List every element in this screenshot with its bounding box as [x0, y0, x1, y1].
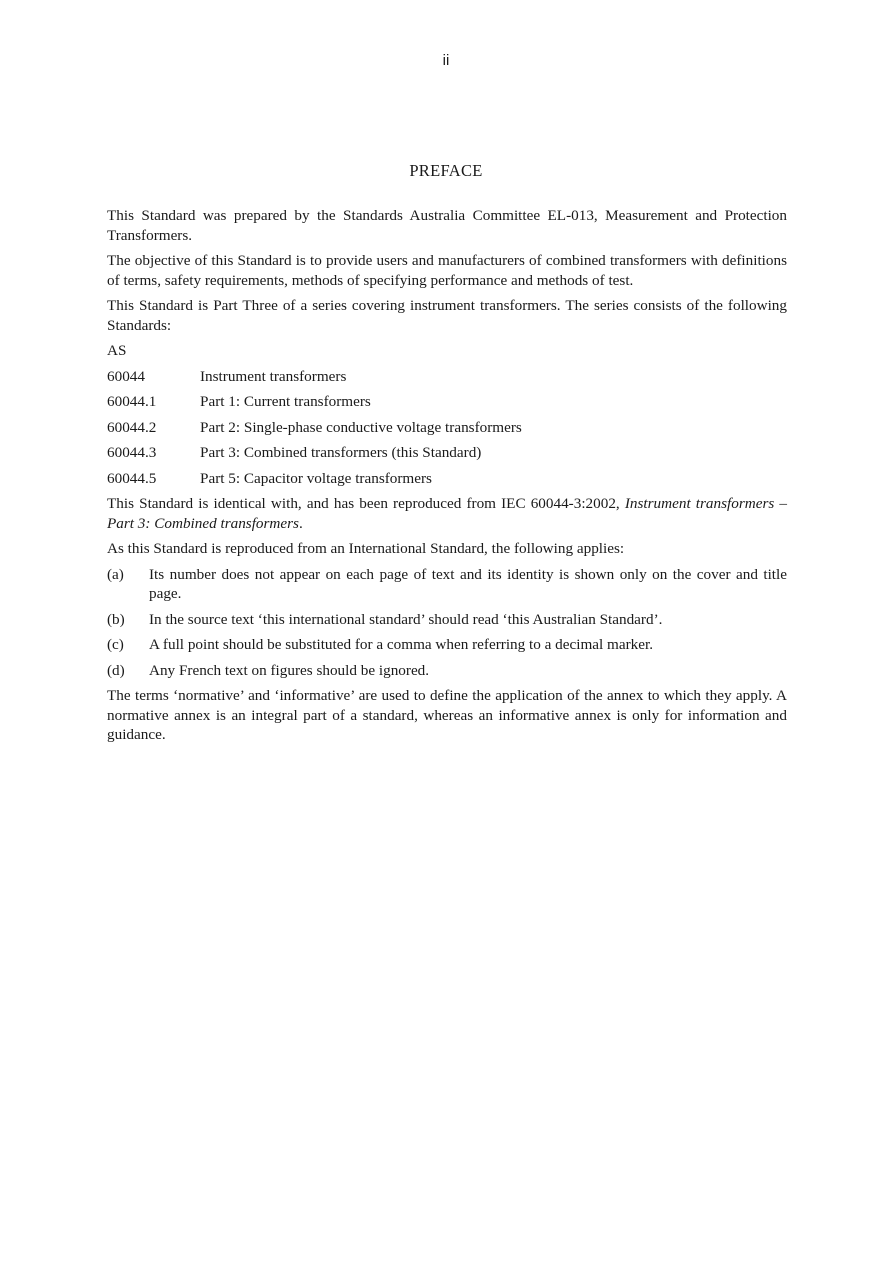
list-item — [107, 610, 787, 630]
standards-row — [107, 469, 787, 489]
standard-code: 60044.3 — [107, 444, 157, 461]
list-text: In the source text ‘this international standard’ should read ‘this Australian Standard’. — [149, 610, 663, 628]
conditions-list — [107, 565, 787, 681]
paragraph-objective: The objective of this Standard is to provide users and manufacturers of combined transformers with definitions of terms, safety requirements, methods of specifying performance and methods of test. — [107, 252, 787, 289]
section-heading: PREFACE — [409, 161, 483, 180]
paragraph-applies: As this Standard is reproduced from an International Standard, the following applies: — [107, 540, 625, 557]
standard-code: 60044.1 — [107, 393, 157, 410]
list-marker: (a) — [107, 565, 124, 583]
standards-row — [107, 418, 787, 438]
standards-row — [107, 367, 787, 387]
paragraph-identical — [107, 494, 787, 533]
page-number: ii — [442, 52, 450, 69]
identical-text: This Standard is identical with, and has been reproduced from IEC 60044-3:2002, — [107, 495, 625, 512]
standard-title: Instrument transformers — [200, 367, 347, 385]
list-item — [107, 661, 787, 681]
standard-title: Part 2: Single-phase conductive voltage transformers — [200, 418, 522, 436]
standard-code: 60044.5 — [107, 469, 157, 487]
standard-title: Part 5: Capacitor voltage transformers — [200, 469, 432, 487]
reference-title: Instrument transformers – Part 3: Combined transformers — [107, 495, 787, 532]
list-item — [107, 635, 787, 655]
list-text: Any French text on figures should be ignored. — [149, 661, 430, 679]
series-prefix: AS — [107, 342, 127, 359]
list-item — [107, 565, 787, 604]
list-marker: (d) — [107, 661, 125, 679]
preface-body — [107, 206, 787, 751]
standard-code: 60044 — [107, 367, 145, 385]
paragraph-series: This Standard is Part Three of a series covering instrument transformers. The series consists of the following Standards: — [107, 297, 787, 334]
list-marker: (b) — [107, 610, 125, 628]
list-text: A full point should be substituted for a comma when referring to a decimal marker. — [149, 636, 654, 653]
standards-row — [107, 392, 787, 412]
paragraph-committee: This Standard was prepared by the Standards Australia Committee EL-013, Measurement and Protection Transformers. — [107, 207, 787, 244]
standards-list — [107, 367, 787, 489]
identical-end: . — [298, 514, 303, 532]
list-marker: (c) — [107, 636, 124, 653]
standard-title: Part 3: Combined transformers (this Standard) — [200, 444, 482, 461]
paragraph-annex-terms: The terms ‘normative’ and ‘informative’ are used to define the application of the annex to which they apply. A normative annex is an integral part of a standard, whereas an informative annex is only for information and guidance. — [107, 687, 787, 743]
standards-row — [107, 443, 787, 463]
standard-code: 60044.2 — [107, 418, 157, 436]
standard-title: Part 1: Current transformers — [200, 393, 371, 410]
list-text: Its number does not appear on each page of text and its identity is shown only on the cover and title page. — [149, 565, 787, 602]
